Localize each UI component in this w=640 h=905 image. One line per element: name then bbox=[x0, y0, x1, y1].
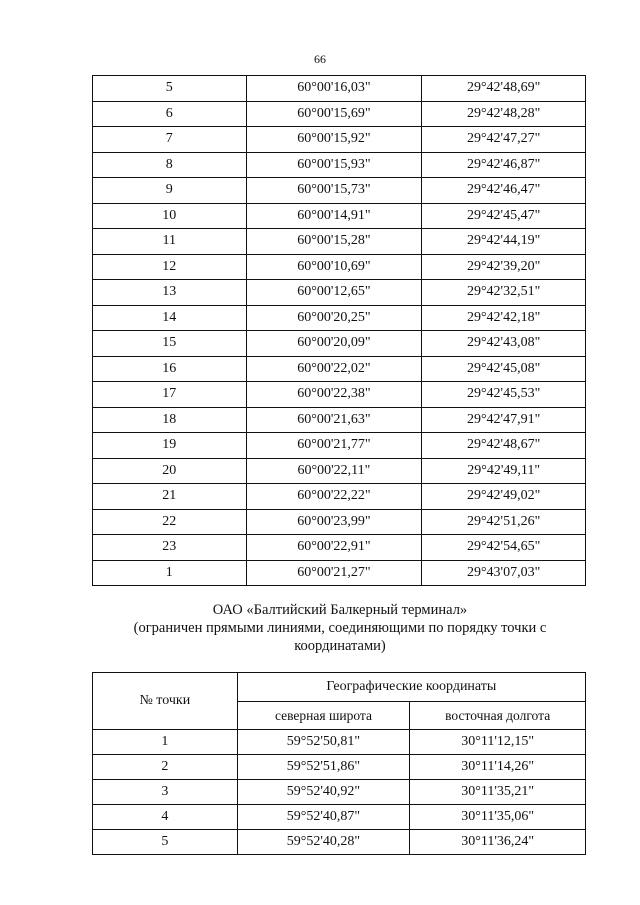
latitude-cell: 60°00'21,63" bbox=[246, 407, 422, 433]
section-subtitle-line-1: (ограничен прямыми линиями, соединяющими по порядку точки с bbox=[133, 620, 547, 636]
section-subtitle-line-2: координатами) bbox=[294, 638, 386, 654]
terminal-coordinates-table bbox=[92, 672, 586, 855]
table-row bbox=[93, 407, 586, 433]
longitude-cell: 29°42'45,53" bbox=[422, 382, 586, 408]
header-geographic-coordinates: Географические координаты bbox=[237, 673, 585, 702]
section-heading bbox=[0, 601, 640, 655]
table-row bbox=[93, 305, 586, 331]
latitude-cell: 60°00'12,65" bbox=[246, 280, 422, 306]
longitude-cell: 29°42'48,28" bbox=[422, 101, 586, 127]
table-row bbox=[93, 356, 586, 382]
longitude-cell: 30°11'14,26" bbox=[410, 755, 586, 780]
latitude-cell: 59°52'51,86" bbox=[237, 755, 410, 780]
terminal-coordinates-table-body bbox=[93, 730, 586, 855]
point-number-cell: 16 bbox=[93, 356, 247, 382]
table-row bbox=[93, 458, 586, 484]
longitude-cell: 29°42'46,87" bbox=[422, 152, 586, 178]
latitude-cell: 60°00'23,99" bbox=[246, 509, 422, 535]
table-row bbox=[93, 560, 586, 586]
longitude-cell: 29°42'48,67" bbox=[422, 433, 586, 459]
latitude-cell: 60°00'15,92" bbox=[246, 127, 422, 153]
point-number-cell: 22 bbox=[93, 509, 247, 535]
point-number-cell: 5 bbox=[93, 76, 247, 102]
point-number-cell: 8 bbox=[93, 152, 247, 178]
coordinates-table-continued bbox=[92, 75, 586, 586]
table-row bbox=[93, 203, 586, 229]
table-row bbox=[93, 830, 586, 855]
section-title: ОАО «Балтийский Балкерный терминал» bbox=[212, 602, 468, 618]
longitude-cell: 29°42'48,69" bbox=[422, 76, 586, 102]
latitude-cell: 60°00'15,73" bbox=[246, 178, 422, 204]
latitude-cell: 60°00'10,69" bbox=[246, 254, 422, 280]
header-point-number: № точки bbox=[93, 673, 238, 730]
longitude-cell: 29°42'45,47" bbox=[422, 203, 586, 229]
point-number-cell: 11 bbox=[93, 229, 247, 255]
point-number-cell: 10 bbox=[93, 203, 247, 229]
longitude-cell: 29°43'07,03" bbox=[422, 560, 586, 586]
longitude-cell: 30°11'12,15" bbox=[410, 730, 586, 755]
latitude-cell: 59°52'50,81" bbox=[237, 730, 410, 755]
longitude-cell: 29°42'47,91" bbox=[422, 407, 586, 433]
table-row bbox=[93, 433, 586, 459]
point-number-cell: 12 bbox=[93, 254, 247, 280]
table-row bbox=[93, 484, 586, 510]
table-row bbox=[93, 280, 586, 306]
point-number-cell: 19 bbox=[93, 433, 247, 459]
header-east-longitude: восточная долгота bbox=[410, 702, 586, 730]
page-number: 66 bbox=[314, 52, 326, 66]
table-row bbox=[93, 730, 586, 755]
latitude-cell: 60°00'22,22" bbox=[246, 484, 422, 510]
longitude-cell: 29°42'54,65" bbox=[422, 535, 586, 561]
longitude-cell: 29°42'49,11" bbox=[422, 458, 586, 484]
table-row bbox=[93, 127, 586, 153]
latitude-cell: 60°00'15,69" bbox=[246, 101, 422, 127]
point-number-cell: 2 bbox=[93, 755, 238, 780]
point-number-cell: 20 bbox=[93, 458, 247, 484]
longitude-cell: 30°11'36,24" bbox=[410, 830, 586, 855]
table-row bbox=[93, 229, 586, 255]
table-row bbox=[93, 755, 586, 780]
latitude-cell: 60°00'21,27" bbox=[246, 560, 422, 586]
latitude-cell: 60°00'16,03" bbox=[246, 76, 422, 102]
point-number-cell: 5 bbox=[93, 830, 238, 855]
latitude-cell: 59°52'40,87" bbox=[237, 805, 410, 830]
table-row bbox=[93, 254, 586, 280]
table-row bbox=[93, 331, 586, 357]
longitude-cell: 29°42'46,47" bbox=[422, 178, 586, 204]
latitude-cell: 60°00'20,09" bbox=[246, 331, 422, 357]
latitude-cell: 60°00'14,91" bbox=[246, 203, 422, 229]
longitude-cell: 30°11'35,21" bbox=[410, 780, 586, 805]
point-number-cell: 1 bbox=[93, 560, 247, 586]
latitude-cell: 60°00'22,38" bbox=[246, 382, 422, 408]
table-row bbox=[93, 101, 586, 127]
longitude-cell: 29°42'45,08" bbox=[422, 356, 586, 382]
point-number-cell: 13 bbox=[93, 280, 247, 306]
longitude-cell: 29°42'39,20" bbox=[422, 254, 586, 280]
point-number-cell: 15 bbox=[93, 331, 247, 357]
point-number-cell: 23 bbox=[93, 535, 247, 561]
point-number-cell: 17 bbox=[93, 382, 247, 408]
point-number-cell: 4 bbox=[93, 805, 238, 830]
table-row bbox=[93, 805, 586, 830]
table-row bbox=[93, 509, 586, 535]
point-number-cell: 6 bbox=[93, 101, 247, 127]
table-row bbox=[93, 178, 586, 204]
longitude-cell: 29°42'43,08" bbox=[422, 331, 586, 357]
latitude-cell: 59°52'40,28" bbox=[237, 830, 410, 855]
table-row bbox=[93, 535, 586, 561]
coordinates-table-body bbox=[93, 76, 586, 586]
latitude-cell: 60°00'15,28" bbox=[246, 229, 422, 255]
latitude-cell: 60°00'15,93" bbox=[246, 152, 422, 178]
point-number-cell: 1 bbox=[93, 730, 238, 755]
table-row bbox=[93, 382, 586, 408]
longitude-cell: 29°42'44,19" bbox=[422, 229, 586, 255]
longitude-cell: 30°11'35,06" bbox=[410, 805, 586, 830]
longitude-cell: 29°42'47,27" bbox=[422, 127, 586, 153]
point-number-cell: 14 bbox=[93, 305, 247, 331]
point-number-cell: 9 bbox=[93, 178, 247, 204]
point-number-cell: 21 bbox=[93, 484, 247, 510]
longitude-cell: 29°42'42,18" bbox=[422, 305, 586, 331]
latitude-cell: 60°00'22,02" bbox=[246, 356, 422, 382]
latitude-cell: 60°00'21,77" bbox=[246, 433, 422, 459]
point-number-cell: 7 bbox=[93, 127, 247, 153]
longitude-cell: 29°42'32,51" bbox=[422, 280, 586, 306]
latitude-cell: 60°00'20,25" bbox=[246, 305, 422, 331]
header-north-latitude: северная широта bbox=[237, 702, 410, 730]
latitude-cell: 59°52'40,92" bbox=[237, 780, 410, 805]
table-row bbox=[93, 780, 586, 805]
longitude-cell: 29°42'49,02" bbox=[422, 484, 586, 510]
point-number-cell: 18 bbox=[93, 407, 247, 433]
table-row bbox=[93, 76, 586, 102]
point-number-cell: 3 bbox=[93, 780, 238, 805]
table-row bbox=[93, 152, 586, 178]
latitude-cell: 60°00'22,11" bbox=[246, 458, 422, 484]
longitude-cell: 29°42'51,26" bbox=[422, 509, 586, 535]
latitude-cell: 60°00'22,91" bbox=[246, 535, 422, 561]
